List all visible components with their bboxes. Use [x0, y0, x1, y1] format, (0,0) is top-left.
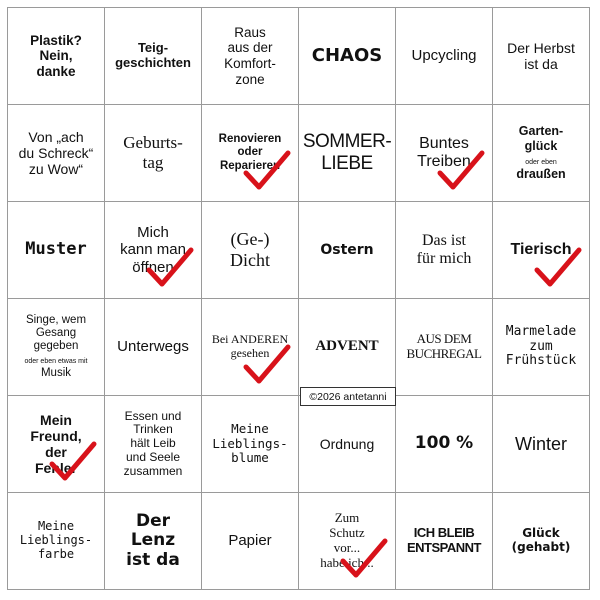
bingo-cell-label: Meine Lieblings- farbe — [19, 519, 93, 561]
bingo-cell[interactable] — [202, 105, 299, 202]
bingo-cell-label: Essen und Trinken hält Leib und Seele zusammen — [123, 408, 183, 478]
bingo-cell[interactable] — [493, 396, 590, 493]
bingo-cell-label: Singe, wem Gesang gegeben oder eben etwas mit Musik — [24, 313, 88, 379]
bingo-cell[interactable] — [8, 105, 105, 202]
bingo-cell[interactable] — [202, 202, 299, 299]
bingo-cell-label: Meine Lieblings- blume — [212, 421, 288, 466]
bingo-cell-label: Tierisch — [510, 240, 572, 258]
bingo-cell-label: Mein Freund, der Fehler — [30, 411, 82, 477]
bingo-cell[interactable] — [202, 493, 299, 590]
bingo-cell-label: Ordnung — [319, 435, 375, 452]
bingo-cell-label: Plastik? Nein, danke — [30, 32, 82, 79]
bingo-cell-label: Winter — [514, 433, 567, 454]
bingo-cell-label: Marmelade zum Frühstück — [505, 323, 577, 369]
bingo-cell[interactable] — [299, 105, 396, 202]
bingo-board — [7, 7, 590, 590]
bingo-cell-label: Glück (gehabt) — [511, 526, 571, 554]
bingo-cell-label: Zum Schutz vor... habe ich... — [320, 510, 374, 570]
bingo-cell[interactable] — [8, 396, 105, 493]
bingo-cell[interactable] — [396, 396, 493, 493]
bingo-cell[interactable] — [202, 396, 299, 493]
bingo-cell-label: Das ist für mich — [416, 231, 472, 267]
bingo-cell[interactable] — [8, 202, 105, 299]
bingo-cell[interactable] — [105, 105, 202, 202]
bingo-cell[interactable] — [8, 493, 105, 590]
bingo-cell[interactable] — [105, 396, 202, 493]
bingo-cell-label: ICH BLEIB ENTSPANNT — [407, 525, 481, 555]
bingo-cell-label: Bei ANDEREN gesehen — [211, 332, 289, 360]
bingo-cell-label: AUS DEM BUCHREGAL — [406, 331, 482, 361]
bingo-cell[interactable] — [493, 105, 590, 202]
bingo-cell-label: Papier — [228, 532, 272, 550]
bingo-cell-label: Muster — [25, 239, 87, 260]
bingo-cell-label: (Ge-) Dicht — [230, 229, 270, 270]
bingo-cell-label: Raus aus der Komfort- zone — [224, 24, 276, 87]
bingo-cell[interactable] — [396, 105, 493, 202]
bingo-cell[interactable] — [202, 8, 299, 105]
bingo-cell-label: Mich kann man öffnen — [120, 224, 186, 276]
bingo-cell-label: Upcycling — [411, 47, 477, 65]
bingo-cell[interactable] — [202, 299, 299, 396]
bingo-cell[interactable] — [299, 396, 396, 493]
bingo-cell[interactable] — [493, 299, 590, 396]
bingo-cell-label: 100 % — [414, 433, 474, 454]
bingo-cell[interactable] — [105, 202, 202, 299]
bingo-cell-label: SOMMER- LIEBE — [302, 131, 392, 174]
copyright-label: ©2026 antetanni — [300, 387, 396, 406]
bingo-cell[interactable] — [396, 202, 493, 299]
bingo-cell-label: Geburts- tag — [123, 133, 183, 172]
bingo-cell[interactable] — [8, 8, 105, 105]
bingo-cell-label: Der Lenz ist da — [126, 510, 180, 570]
bingo-cell-label: Von „ach du Schreck“ zu Wow“ — [18, 128, 94, 178]
bingo-cell[interactable] — [299, 8, 396, 105]
bingo-cell[interactable] — [396, 8, 493, 105]
bingo-cell[interactable] — [493, 8, 590, 105]
bingo-cell[interactable] — [396, 299, 493, 396]
bingo-cell-label: Der Herbst ist da — [507, 39, 575, 72]
bingo-cell-label: ADVENT — [315, 338, 379, 355]
bingo-cell-label: Teig- geschichten — [115, 40, 191, 70]
bingo-cell[interactable] — [105, 493, 202, 590]
bingo-cell-label: Unterwegs — [117, 338, 189, 356]
bingo-cell[interactable] — [299, 493, 396, 590]
bingo-cell[interactable] — [299, 202, 396, 299]
bingo-cell[interactable] — [105, 8, 202, 105]
bingo-cell[interactable] — [105, 299, 202, 396]
bingo-cell[interactable] — [493, 202, 590, 299]
bingo-cell-label: Renovieren oder Reparieren — [218, 133, 282, 172]
bingo-cell-label: Garten- glück oder eben draußen — [516, 124, 566, 182]
bingo-cell-label: Buntes Treiben — [417, 134, 471, 170]
bingo-cell[interactable] — [396, 493, 493, 590]
bingo-cell[interactable] — [8, 299, 105, 396]
bingo-cell-label: CHAOS — [311, 44, 383, 66]
bingo-cell-label: Ostern — [320, 241, 374, 258]
bingo-cell[interactable] — [493, 493, 590, 590]
bingo-cell[interactable] — [299, 299, 396, 396]
